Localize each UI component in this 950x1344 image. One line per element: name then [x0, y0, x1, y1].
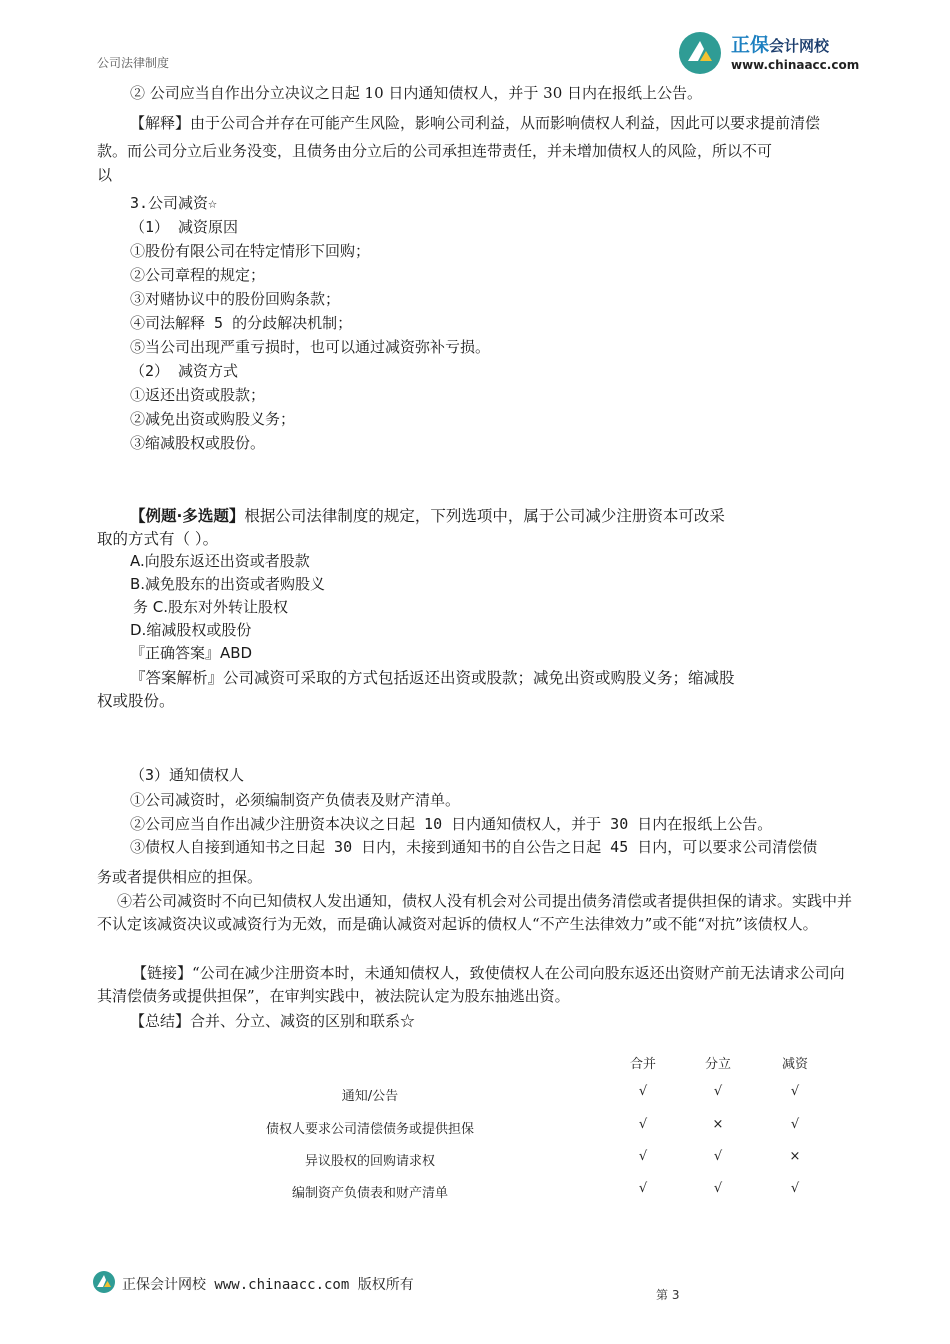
correct-answer: 『正确答案』ABD — [130, 644, 253, 662]
table-cell: √ — [638, 1084, 648, 1099]
option-b: B.减免股东的出资或者购股义 — [130, 575, 326, 593]
notify-item4: ④若公司减资时不向已知债权人发出通知，债权人没有机会对公司提出债务清偿或者提供担保的请求。实践中并不认定该减资决议或减资行为无效，而是确认减资对起诉的债权人“不产生法律效力”或不能“对抗”该债权人。 — [97, 892, 853, 933]
brand-url: www.chinaacc.com — [731, 58, 860, 72]
footer-logo-icon — [92, 1270, 116, 1294]
link-note: 【链接】“公司在减少注册资本时，未通知债权人，致使债权人在公司向股东返还出资财产前无法请求公司向其清偿债务或提供担保”，在审判实践中，被法院认定为股东抽逃出资。 — [97, 964, 845, 1005]
notify-item-clipped: ③债权人自接到通知书之日起 30 日内，未接到通知书的自公告之日起 45 日内，可以要求公司清偿债 — [130, 838, 818, 856]
table-cell: √ — [713, 1149, 723, 1164]
table-cell: √ — [638, 1149, 648, 1164]
reasons-title: （1） 减资原因 — [130, 218, 239, 236]
example-label: 【例题·多选题】 — [130, 507, 245, 525]
table-header: 减资 — [781, 1057, 808, 1072]
reason-item: ②公司章程的规定； — [130, 266, 266, 284]
table-cell: √ — [790, 1117, 800, 1132]
table-cell: × — [712, 1117, 724, 1132]
table-cell: √ — [638, 1117, 648, 1132]
brand-logo — [678, 28, 868, 78]
table-cell: √ — [713, 1181, 723, 1196]
brand-logo-icon — [678, 31, 722, 75]
brand-name: 正保会计网校 — [731, 34, 830, 56]
answer-analysis-line1: 『答案解析』公司减资可采取的方式包括返还出资或股款；减免出资或购股义务；缩减股 — [130, 669, 735, 687]
summary-heading: 【总结】合并、分立、减资的区别和联系☆ — [130, 1012, 416, 1030]
method-item: ①返还出资或股款； — [130, 386, 266, 404]
method-item: ②减免出资或购股义务； — [130, 410, 296, 428]
fragment-line-4: 以 — [97, 166, 113, 184]
footer-copyright: 正保会计网校 www.chinaacc.com 版权所有 — [122, 1277, 414, 1293]
table-cell: × — [789, 1149, 801, 1164]
clipped-header-text: 公司法律制度 — [97, 56, 170, 70]
table-row-label: 异议股权的回购请求权 — [304, 1154, 435, 1169]
reason-item: ④司法解释 5 的分歧解决机制； — [130, 314, 353, 332]
example-question-line1: 【例题·多选题】根据公司法律制度的规定，下列选项中，属于公司减少注册资本可改采 — [130, 507, 725, 525]
table-header: 合并 — [629, 1057, 656, 1072]
page-number: 第 3 — [656, 1288, 680, 1302]
reason-item: ⑤当公司出现严重亏损时，也可以通过减资弥补亏损。 — [130, 338, 491, 356]
table-row-label: 编制资产负债表和财产清单 — [291, 1186, 448, 1201]
methods-title: （2） 减资方式 — [130, 362, 239, 380]
table-cell: √ — [790, 1084, 800, 1099]
fragment-line-1: ② 公司应当自作出分立决议之日起 10 日内通知债权人，并于 30 日内在报纸上公告。 — [130, 84, 703, 102]
notify-item: ①公司减资时，必须编制资产负债表及财产清单。 — [130, 791, 461, 809]
reason-item: ①股份有限公司在特定情形下回购； — [130, 242, 371, 260]
notify-item-cont: 务或者提供相应的担保。 — [97, 868, 263, 886]
notify-title: （3）通知债权人 — [130, 766, 245, 784]
table-cell: √ — [790, 1181, 800, 1196]
fragment-line-3: 款。而公司分立后业务没变，且债务由分立后的公司承担连带责任，并未增加债权人的风险，所以不可 — [97, 142, 773, 160]
option-a: A.向股东返还出资或者股款 — [130, 552, 310, 570]
option-d: D.缩减股权或股份 — [130, 621, 252, 639]
fragment-line-2: 【解释】由于公司合并存在可能产生风险，影响公司利益，从而影响债权人利益，因此可以要求提前清偿 — [130, 114, 821, 132]
table-row-label: 债权人要求公司清偿债务或提供担保 — [265, 1122, 474, 1137]
table-cell: √ — [638, 1181, 648, 1196]
answer-analysis-line2: 权或股份。 — [97, 692, 175, 710]
table-row-label: 通知/公告 — [341, 1089, 399, 1104]
example-question-line2: 取的方式有（ ）。 — [97, 530, 219, 548]
table-cell: √ — [713, 1084, 723, 1099]
method-item: ③缩减股权或股份。 — [130, 434, 266, 452]
table-header: 分立 — [704, 1057, 731, 1072]
notify-item: ②公司应当自作出减少注册资本决议之日起 10 日内通知债权人，并于 30 日内在报纸上公告。 — [130, 815, 773, 833]
reason-item: ③对赌协议中的股份回购条款； — [130, 290, 341, 308]
section-title: 3.公司减资☆ — [130, 194, 218, 212]
option-bc: 务 C.股东对外转让股权 — [133, 598, 289, 616]
